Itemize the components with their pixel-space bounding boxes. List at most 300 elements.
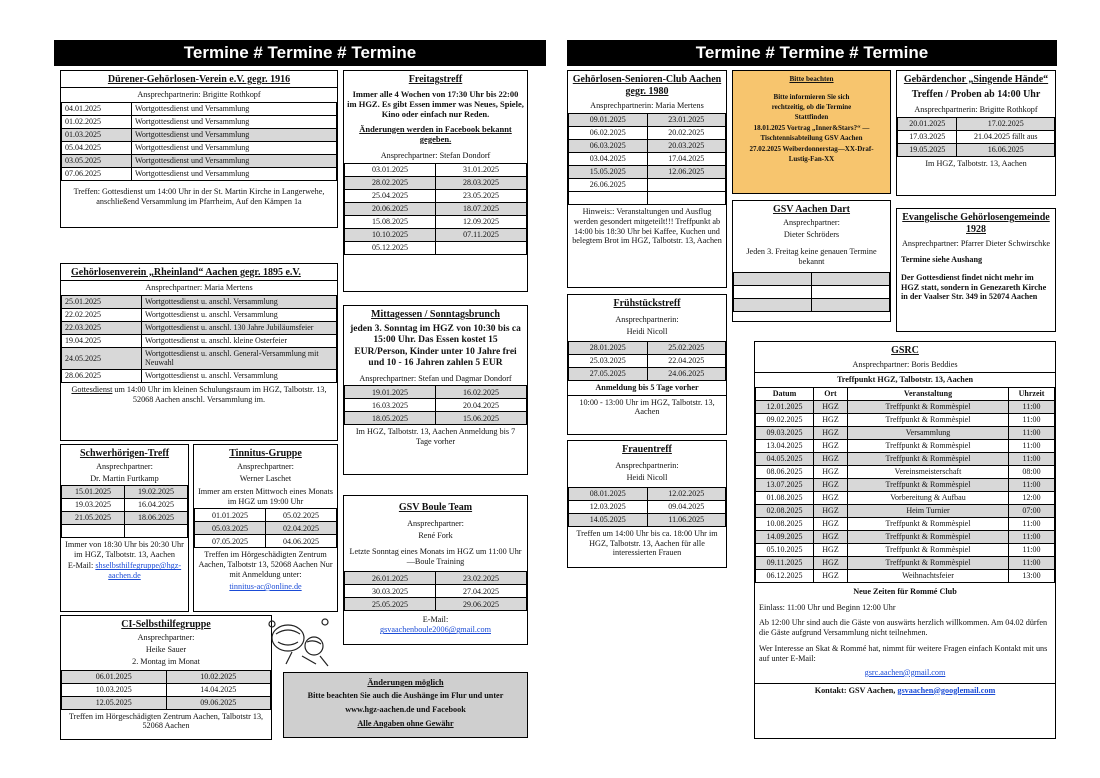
table-cell xyxy=(436,241,527,254)
table-row xyxy=(62,115,337,128)
table-row xyxy=(62,154,337,167)
table-cell: 15.05.2025 xyxy=(569,165,648,178)
table-cell: 28.03.2025 xyxy=(436,176,527,189)
table-row xyxy=(569,152,726,165)
table-row xyxy=(756,530,1055,543)
table-row xyxy=(345,176,527,189)
schwer-title: Schwerhörigen-Treff xyxy=(79,448,170,459)
table-row xyxy=(345,386,527,399)
gsrc-kontakt-row xyxy=(755,683,1055,698)
table-row xyxy=(345,228,527,241)
table-cell xyxy=(812,299,890,312)
table-row xyxy=(734,286,890,299)
table-cell: 11:00 xyxy=(1009,478,1055,491)
table-cell: 08:00 xyxy=(1009,465,1055,478)
table-cell xyxy=(812,286,890,299)
rheinland-contact: Ansprechpartner: Maria Mertens xyxy=(61,280,337,295)
table-row xyxy=(734,299,890,312)
boule-contact-label: Ansprechpartner: xyxy=(407,519,464,528)
table-cell: 11:00 xyxy=(1009,543,1055,556)
table-cell: 11:00 xyxy=(1009,426,1055,439)
left-banner: Termine # Termine # Termine xyxy=(54,40,546,66)
dart-contact-label: Ansprechpartner: xyxy=(783,218,840,227)
table-row xyxy=(62,347,337,369)
gsrc-box xyxy=(754,341,1056,739)
table-cell: 08.06.2025 xyxy=(756,465,814,478)
table-row xyxy=(569,165,726,178)
table-cell xyxy=(125,524,188,537)
table-cell: 24.06.2025 xyxy=(647,367,726,380)
table-cell: 19.05.2025 xyxy=(898,143,957,156)
senioren-box xyxy=(567,70,727,288)
table-cell: 01.08.2025 xyxy=(756,491,814,504)
schwer-contact-name: Dr. Martin Furtkamp xyxy=(90,473,159,483)
tinnitus-email-link[interactable]: tinnitus-ac@online.de xyxy=(229,581,302,591)
table-cell: Heim Turnier xyxy=(848,504,1009,517)
schwer-contact-label: Ansprechpartner: xyxy=(96,462,153,471)
table-row xyxy=(756,452,1055,465)
table-cell: 12.05.2025 xyxy=(62,696,167,709)
frueh-table xyxy=(568,341,726,381)
frauen-contact-label: Ansprechpartnerin: xyxy=(615,461,679,470)
frueh-title: Frühstückstreff xyxy=(613,298,681,309)
gsrc-new-times: Neue Zeiten für Rommé Club xyxy=(853,586,957,596)
table-cell: HGZ xyxy=(814,517,848,530)
table-cell: 01.02.2025 xyxy=(62,115,132,128)
table-cell: 16.02.2025 xyxy=(436,386,527,399)
table-row xyxy=(345,215,527,228)
tinnitus-text: Immer am ersten Mittwoch eines Monats im HGZ um 19:00 Uhr xyxy=(198,486,333,506)
table-cell: 12.02.2025 xyxy=(647,487,726,500)
gsrc-line2: Ab 12:00 Uhr sind auch die Gäste von auswärts herzlich willkommen. Am 04.02 dürfen die Gäste aufgrund Versammlung nicht teilnehmen. xyxy=(759,618,1048,638)
table-cell: HGZ xyxy=(814,478,848,491)
table-row xyxy=(756,439,1055,452)
table-cell xyxy=(569,191,648,204)
table-cell: 11:00 xyxy=(1009,400,1055,413)
table-cell: 25.03.2025 xyxy=(569,354,648,367)
chor-note: Im HGZ, Talbotstr. 13, Aachen xyxy=(925,158,1027,168)
table-cell: 11:00 xyxy=(1009,452,1055,465)
table-cell: HGZ xyxy=(814,426,848,439)
table-row xyxy=(569,487,726,500)
table-row xyxy=(756,478,1055,491)
table-cell: Wortgottesdienst u. anschl. Versammlung xyxy=(142,295,337,308)
table-row xyxy=(898,117,1055,130)
senioren-title: Gehörlosen-Senioren-Club Aachen gegr. 1980 xyxy=(572,74,722,97)
table-row xyxy=(569,113,726,126)
right-banner: Termine # Termine # Termine xyxy=(567,40,1057,66)
table-cell: 03.04.2025 xyxy=(569,152,648,165)
table-cell: 11.06.2025 xyxy=(647,513,726,526)
table-cell: 27.05.2025 xyxy=(569,367,648,380)
freitag-facebook-note: Änderungen werden in Facebook bekannt gegeben. xyxy=(359,123,512,144)
table-cell: 19.04.2025 xyxy=(62,334,142,347)
dueren-contact: Ansprechpartnerin: Brigitte Rothkopf xyxy=(61,87,337,102)
table-cell: HGZ xyxy=(814,543,848,556)
freitag-text: Immer alle 4 Wochen von 17:30 Uhr bis 22:00 im HGZ. Es gibt Essen immer was Neues, Spiele, Kino oder einfach nur Reden. xyxy=(347,89,524,120)
table-cell: Treffpunkt & Rommèspiel xyxy=(848,478,1009,491)
dueren-table xyxy=(61,102,337,181)
table-cell: HGZ xyxy=(814,504,848,517)
table-cell: 18.07.2025 xyxy=(436,202,527,215)
table-cell: 06.03.2025 xyxy=(569,139,648,152)
ci-schedule: 2. Montag im Monat xyxy=(132,656,200,666)
table-cell: 26.06.2025 xyxy=(569,178,648,191)
table-row xyxy=(62,321,337,334)
mittag-title: Mittagessen / Sonntagsbrunch xyxy=(371,309,500,320)
frueh-sub: Anmeldung bis 5 Tage vorher xyxy=(568,381,726,396)
table-row xyxy=(345,202,527,215)
table-row xyxy=(345,572,527,585)
table-cell: Weihnachtsfeier xyxy=(848,569,1009,582)
table-cell: HGZ xyxy=(814,530,848,543)
table-cell: HGZ xyxy=(814,439,848,452)
table-cell: 22.03.2025 xyxy=(62,321,142,334)
table-cell: Wortgottesdienst und Versammlung xyxy=(132,102,337,115)
boule-clipart-icon xyxy=(262,612,338,670)
table-row xyxy=(756,413,1055,426)
dart-table xyxy=(733,272,890,312)
table-cell: 10.02.2025 xyxy=(166,670,271,683)
table-row xyxy=(345,241,527,254)
table-cell: 05.03.2025 xyxy=(195,522,266,535)
gsrc-kontakt-email-link[interactable]: gsvaachen@googlemail.com xyxy=(897,685,996,695)
table-cell: 02.08.2025 xyxy=(756,504,814,517)
aenderung-line1: Bitte beachten Sie auch die Aushänge im Flur und unter xyxy=(307,691,504,701)
mittag-note: Im HGZ, Talbotstr. 13, Aachen Anmeldung bis 7 Tage vorher xyxy=(355,427,516,447)
gsrc-meet: Treffpunkt HGZ, Talbotstr. 13, Aachen xyxy=(755,372,1055,387)
table-cell: Wortgottesdienst und Versammlung xyxy=(132,141,337,154)
table-cell: 25.04.2025 xyxy=(345,189,436,202)
gsrc-email-row xyxy=(755,666,1055,680)
table-row xyxy=(62,167,337,180)
dart-box xyxy=(732,200,891,322)
rheinland-note-text: um 14:00 Uhr im kleinen Schulungsraum im HGZ, Talbotstr. 13, 52068 Aachen anschl. Versammlung im. xyxy=(112,385,327,404)
dart-title: GSV Aachen Dart xyxy=(772,204,851,215)
table-row xyxy=(62,370,337,383)
table-cell: HGZ xyxy=(814,556,848,569)
ci-table xyxy=(61,670,271,710)
evangel-text1: Termine siehe Aushang xyxy=(901,254,983,264)
table-row xyxy=(345,163,527,176)
table-cell: HGZ xyxy=(814,569,848,582)
mittag-box xyxy=(343,305,528,475)
table-row xyxy=(569,513,726,526)
ci-note: Treffen im Hörgeschädigten Zentrum Aachen, Talbotstr 13, 52068 Aachen xyxy=(68,711,264,731)
table-cell: 15.06.2025 xyxy=(436,412,527,425)
table-row xyxy=(62,102,337,115)
dart-text: Jeden 3. Freitag keine genauen Termine bekannt xyxy=(746,246,877,266)
table-cell: Wortgottesdienst u. anschl. 130 Jahre Jubiläumsfeier xyxy=(142,321,337,334)
schwer-box xyxy=(60,444,189,612)
table-cell: 12.09.2025 xyxy=(436,215,527,228)
beachten-box xyxy=(732,70,891,194)
rheinland-title: Gehörlosenverein „Rheinland“ Aachen gegr. 1895 e.V. xyxy=(71,267,301,278)
table-cell: 06.12.2025 xyxy=(756,569,814,582)
table-cell: 30.03.2025 xyxy=(345,585,436,598)
freitag-box xyxy=(343,70,528,292)
table-cell: 19.01.2025 xyxy=(345,386,436,399)
beachten-line: 18.01.2025 Vortrag „Inner&Stars?“ — xyxy=(753,123,870,132)
table-cell: 20.06.2025 xyxy=(345,202,436,215)
table-cell: 22.04.2025 xyxy=(647,354,726,367)
table-cell: 05.10.2025 xyxy=(756,543,814,556)
table-cell: 13:00 xyxy=(1009,569,1055,582)
table-cell: 18.06.2025 xyxy=(125,511,188,524)
table-cell: HGZ xyxy=(814,491,848,504)
beachten-lines xyxy=(733,86,890,165)
schwer-note: Immer von 18:30 Uhr bis 20:30 Uhr im HGZ, Talbotstr. 13, Aachen xyxy=(65,539,184,559)
frauen-title: Frauentreff xyxy=(622,444,672,455)
table-row xyxy=(569,500,726,513)
table-cell: 19.03.2025 xyxy=(62,498,125,511)
table-cell: 06.01.2025 xyxy=(62,670,167,683)
table-row xyxy=(569,191,726,204)
table-row xyxy=(62,696,271,709)
beachten-line: 27.02.2025 Weiberdonnerstag—XX-Draf- xyxy=(749,144,874,153)
table-row xyxy=(756,504,1055,517)
dueren-title: Dürener-Gehörlosen-Verein e.V. gegr. 1916 xyxy=(107,74,291,85)
tinnitus-note: Treffen im Hörgeschädigten Zentrum Aachen, Talbotstr 13, 52068 Aachen Nur mit Anmeldung unter: xyxy=(198,550,333,580)
table-cell: HGZ xyxy=(814,413,848,426)
tinnitus-table xyxy=(194,508,337,548)
table-cell: 21.05.2025 xyxy=(62,511,125,524)
table-cell: 16.04.2025 xyxy=(125,498,188,511)
table-cell: 09.04.2025 xyxy=(647,500,726,513)
table-row xyxy=(756,400,1055,413)
table-row xyxy=(756,556,1055,569)
rheinland-box xyxy=(60,263,338,441)
freitag-title: Freitagstreff xyxy=(408,74,463,85)
chor-title: Gebärdenchor „Singende Hände“ xyxy=(903,74,1049,85)
table-cell: Vereinsmeisterschaft xyxy=(848,465,1009,478)
table-cell: 20.01.2025 xyxy=(898,117,957,130)
boule-table xyxy=(344,571,527,611)
table-cell: Treffpunkt & Rommèspiel xyxy=(848,556,1009,569)
gsrc-title: GSRC xyxy=(891,345,919,356)
tinnitus-contact-name: Werner Laschet xyxy=(239,473,292,483)
tinnitus-title: Tinnitus-Gruppe xyxy=(229,448,302,459)
frueh-contact-name: Heidi Nicoll xyxy=(626,326,668,336)
table-cell xyxy=(62,524,125,537)
gsrc-contact: Ansprechpartner: Boris Beddies xyxy=(852,360,958,369)
table-cell: 10.03.2025 xyxy=(62,683,167,696)
table-cell: 28.01.2025 xyxy=(569,341,648,354)
table-row xyxy=(569,341,726,354)
table-cell: 16.03.2025 xyxy=(345,399,436,412)
table-cell: 29.06.2025 xyxy=(436,598,527,611)
boule-email-link[interactable]: gsvaachenboule2006@gmail.com xyxy=(380,625,491,635)
frauen-table xyxy=(568,487,726,527)
beachten-line: Tischtennisabteilung GSV Aachen xyxy=(760,134,863,143)
table-header-row xyxy=(756,387,1055,400)
chor-contact: Ansprechpartnerin: Brigitte Rothkopf xyxy=(914,105,1038,114)
frueh-note: 10:00 - 13:00 Uhr im HGZ, Talbotstr. 13, Aachen xyxy=(579,397,715,417)
table-cell xyxy=(647,191,726,204)
beachten-title: Bitte beachten xyxy=(789,75,834,83)
table-cell: 12.06.2025 xyxy=(647,165,726,178)
table-row xyxy=(756,517,1055,530)
senioren-note: Hinweis:: Veranstaltungen und Ausflug werden gesondert mitgeteilt!!! Treffpunkt ab 14:00 bis 18:30 Uhr bei Kaffee, Kuchen und belegtem Brot im HGZ, Talbotstr. 13, Aachen xyxy=(572,206,722,246)
frueh-box xyxy=(567,294,727,435)
table-cell: 07:00 xyxy=(1009,504,1055,517)
table-row xyxy=(62,334,337,347)
table-cell: Wortgottesdienst und Versammlung xyxy=(132,167,337,180)
table-cell: 06.02.2025 xyxy=(569,126,648,139)
table-row xyxy=(62,295,337,308)
table-cell: 27.04.2025 xyxy=(436,585,527,598)
table-cell: 09.11.2025 xyxy=(756,556,814,569)
table-cell: 23.02.2025 xyxy=(436,572,527,585)
ci-box xyxy=(60,615,272,740)
table-cell: 11:00 xyxy=(1009,530,1055,543)
table-row xyxy=(734,273,890,286)
table-cell: 04.01.2025 xyxy=(62,102,132,115)
gsrc-kontakt-label: Kontakt: GSV Aachen, xyxy=(814,685,896,695)
table-cell: Wortgottesdienst u. anschl. kleine Osterfeier xyxy=(142,334,337,347)
ci-contact-label: Ansprechpartner: xyxy=(137,633,195,642)
dart-contact-name: Dieter Schröders xyxy=(783,229,840,239)
table-row xyxy=(569,354,726,367)
table-cell: 14.09.2025 xyxy=(756,530,814,543)
table-cell: 25.02.2025 xyxy=(647,341,726,354)
boule-title: GSV Boule Team xyxy=(398,502,473,513)
table-cell: 24.05.2025 xyxy=(62,347,142,369)
table-cell: 19.02.2025 xyxy=(125,485,188,498)
table-cell: 15.08.2025 xyxy=(345,215,436,228)
frauen-contact-name: Heidi Nicoll xyxy=(626,472,668,482)
table-cell: 20.04.2025 xyxy=(436,399,527,412)
table-cell: HGZ xyxy=(814,400,848,413)
beachten-line: rechtzeitig, ob die Termine xyxy=(771,103,852,112)
table-cell: HGZ xyxy=(814,465,848,478)
dueren-box xyxy=(60,70,338,228)
table-cell: 12.03.2025 xyxy=(569,500,648,513)
table-cell: 11:00 xyxy=(1009,413,1055,426)
table-cell xyxy=(734,299,812,312)
table-cell: 17.03.2025 xyxy=(898,130,957,143)
frauen-box xyxy=(567,440,727,568)
table-cell: 23.01.2025 xyxy=(647,113,726,126)
table-cell: 09.01.2025 xyxy=(569,113,648,126)
table-cell: Treffpunkt & Rommèspiel xyxy=(848,439,1009,452)
boule-email-label: E-Mail: xyxy=(422,615,449,625)
evangel-contact: Ansprechpartner: Pfarrer Dieter Schwirschke xyxy=(902,239,1050,248)
schwer-email-link[interactable]: shselbsthilfegruppe@hgz-aachen.de xyxy=(95,561,182,581)
table-cell: 04.05.2025 xyxy=(756,452,814,465)
boule-box xyxy=(343,495,528,645)
table-cell: 26.01.2025 xyxy=(345,572,436,585)
senioren-table xyxy=(568,113,726,205)
table-row xyxy=(62,670,271,683)
table-row xyxy=(756,465,1055,478)
table-cell: 16.06.2025 xyxy=(957,143,1055,156)
table-cell: 05.04.2025 xyxy=(62,141,132,154)
table-row xyxy=(62,308,337,321)
table-header-cell: Datum xyxy=(756,387,814,400)
table-cell: Wortgottesdienst und Versammlung xyxy=(132,154,337,167)
table-row xyxy=(898,130,1055,143)
frueh-contact-label: Ansprechpartnerin: xyxy=(615,315,679,324)
table-cell: 13.07.2025 xyxy=(756,478,814,491)
table-row xyxy=(569,139,726,152)
rheinland-note-u: Gottesdienst xyxy=(71,385,113,395)
table-cell: 11:00 xyxy=(1009,439,1055,452)
table-cell: 23.05.2025 xyxy=(436,189,527,202)
table-cell: Versammlung xyxy=(848,426,1009,439)
table-cell: 01.01.2025 xyxy=(195,509,266,522)
table-cell: 09.02.2025 xyxy=(756,413,814,426)
table-cell: 03.01.2025 xyxy=(345,163,436,176)
chor-table xyxy=(897,117,1055,157)
beachten-line: Lustig-Fan-XX xyxy=(788,154,835,163)
table-cell: 07.06.2025 xyxy=(62,167,132,180)
table-cell xyxy=(812,273,890,286)
boule-email-row xyxy=(344,625,527,635)
gsrc-email-link[interactable]: gsrc.aachen@gmail.com xyxy=(864,667,946,677)
aenderung-line2: www.hgz-aachen.de und Facebook xyxy=(345,705,466,715)
table-cell: 25.01.2025 xyxy=(62,295,142,308)
table-cell: Treffpunkt & Rommèspiel xyxy=(848,452,1009,465)
dueren-note: Treffen: Gottesdienst um 14:00 Uhr in der St. Martin Kirche in Langerwehe, anschließend Versammlung im Pfarrheim, Auf den Kämpen 1a xyxy=(73,186,325,206)
table-cell: 28.06.2025 xyxy=(62,370,142,383)
evangel-title: Evangelische Gehörlosengemeinde 1928 xyxy=(902,212,1050,235)
table-cell: 21.04.2025 fällt aus xyxy=(957,130,1055,143)
table-cell: HGZ xyxy=(814,452,848,465)
boule-text: Letzte Sonntag eines Monats im HGZ um 11:00 Uhr—Boule Training xyxy=(349,546,522,566)
freitag-table xyxy=(344,163,527,255)
gsrc-table xyxy=(755,387,1055,583)
senioren-contact: Ansprechpartnerin: Maria Mertens xyxy=(590,101,704,110)
table-cell: 11:00 xyxy=(1009,517,1055,530)
schwer-table xyxy=(61,485,188,538)
table-cell xyxy=(734,286,812,299)
table-cell: 12:00 xyxy=(1009,491,1055,504)
table-cell xyxy=(647,178,726,191)
table-cell: Treffpunkt & Rommèspiel xyxy=(848,530,1009,543)
table-cell: 07.11.2025 xyxy=(436,228,527,241)
schwer-email-label: E-Mail: xyxy=(67,561,94,571)
table-row xyxy=(756,491,1055,504)
table-header-cell: Ort xyxy=(814,387,848,400)
table-row xyxy=(898,143,1055,156)
freitag-contact: Ansprechpartner: Stefan Dondorf xyxy=(380,150,491,160)
table-cell: 07.05.2025 xyxy=(195,535,266,548)
table-row xyxy=(195,522,337,535)
table-cell: Wortgottesdienst u. anschl. General-Versammlung mit Neuwahl xyxy=(142,347,337,369)
boule-contact-name: René Fork xyxy=(418,530,453,540)
table-cell: Wortgottesdienst u. anschl. Versammlung xyxy=(142,370,337,383)
table-cell xyxy=(734,273,812,286)
table-cell: 02.04.2025 xyxy=(266,522,337,535)
table-cell: 01.03.2025 xyxy=(62,128,132,141)
table-cell: 18.05.2025 xyxy=(345,412,436,425)
table-cell: 20.02.2025 xyxy=(647,126,726,139)
table-cell: 28.02.2025 xyxy=(345,176,436,189)
rheinland-table xyxy=(61,295,337,383)
table-cell: Treffpunkt & Rommèspiel xyxy=(848,517,1009,530)
table-cell: 04.06.2025 xyxy=(266,535,337,548)
table-cell: 10.08.2025 xyxy=(756,517,814,530)
table-cell: 22.02.2025 xyxy=(62,308,142,321)
table-row xyxy=(345,598,527,611)
mittag-text: jeden 3. Sonntag im HGZ von 10:30 bis ca 15:00 Uhr. Das Essen kostet 15 EUR/Person, Kinder unter 10 Jahre frei und 10 - 16 Jahren zahlen 5 EUR xyxy=(350,324,521,369)
table-cell: 13.04.2025 xyxy=(756,439,814,452)
table-cell: 10.10.2025 xyxy=(345,228,436,241)
table-cell: 17.04.2025 xyxy=(647,152,726,165)
chor-box xyxy=(896,70,1056,196)
table-row xyxy=(345,189,527,202)
